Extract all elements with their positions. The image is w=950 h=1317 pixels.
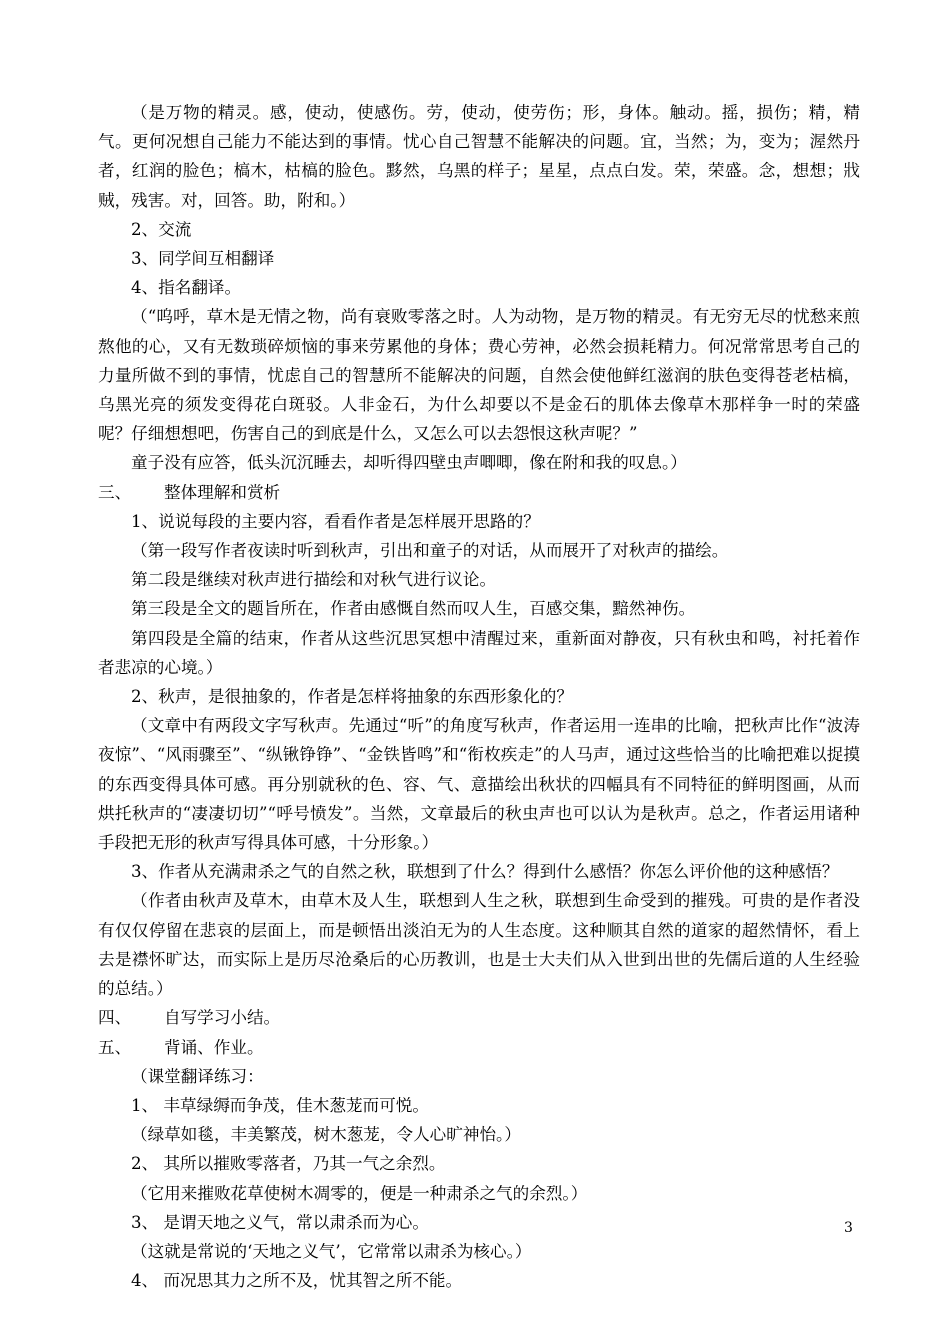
paragraph: 2、交流: [131, 219, 192, 239]
paragraph: 2、秋声，是很抽象的，作者是怎样将抽象的东西形象化的？: [131, 687, 573, 707]
paragraph: 3、同学间互相翻译: [131, 249, 275, 269]
paragraph: 3、 是谓天地之义气，常以肃杀而为心。: [131, 1212, 429, 1232]
page-number: 3: [844, 1220, 853, 1236]
paragraph: （它用来摧败花草使树木凋零的，便是一种肃杀之气的余烈。）: [131, 1183, 588, 1203]
paragraph: 3、作者从充满肃杀之气的自然之秋，联想到了什么？得到什么感悟？你怎么评价他的这种感悟？: [131, 862, 839, 882]
paragraph: （作者由秋声及草木，由草木及人生，联想到人生之秋，联想到生命受到的摧残。可贵的是作者没有仅仅停留在悲哀的层面上，而是顿悟出淡泊无为的人生态度。这种顺其自然的道家的超然情怀，看上去是襟怀旷达，而实际上是历尽沧桑后的心历教训，也是士大夫们从入世到出世的先儒后道的人生经验的总结。）: [98, 891, 860, 999]
section-number: 四、: [98, 1008, 132, 1028]
paragraph: 第四段是全篇的结束，作者从这些沉思冥想中清醒过来，重新面对静夜，只有秋虫和鸣，衬托着作者悲凉的心境。）: [98, 628, 860, 677]
paragraph: 第二段是继续对秋声进行描绘和对秋气进行议论。: [131, 570, 497, 590]
paragraph: （文章中有两段文字写秋声。先通过“听”的角度写秋声，作者运用一连串的比喻，把秋声比作“波涛夜惊”、“风雨骤至”、“纵锹铮铮”、“金铁皆鸣”和“衔枚疾走”的人马声，通过这些恰当的比喻把难以捉摸的东西变得具体可感。再分别就秋的色、容、气、意描绘出秋状的四幅具有不同特征的鲜明图画，从而烘托秋声的“凄凄切切”“呼号愤发”。当然，文章最后的秋虫声也可以认为是秋声。总之，作者运用诸种手段把无形的秋声写得具体可感，十分形象。）: [98, 716, 860, 853]
document-body: [98, 98, 860, 1295]
section-title: 整体理解和赏析: [164, 482, 281, 502]
section-heading: [98, 1003, 860, 1032]
paragraph: 1、说说每段的主要内容，看看作者是怎样展开思路的？: [131, 511, 540, 531]
section-title: 自写学习小结。: [164, 1008, 281, 1028]
section-number: 三、: [98, 482, 132, 502]
paragraph: （“呜呼，草木是无情之物，尚有衰败零落之时。人为动物，是万物的精灵。有无穷无尽的忧愁来煎熬他的心，又有无数琐碎烦恼的事来劳累他的身体；费心劳神，必然会损耗精力。何况常常思考自己的力量所做不到的事情，忧虑自己的智慧所不能解决的问题，自然会使他鲜红滋润的肤色变得苍老枯槁，乌黑光亮的须发变得花白斑驳。人非金石，为什么却要以不是金石的肌体去像草木那样争一时的荣盛呢？仔细想想吧，伤害自己的到底是什么，又怎么可以去怨恨这秋声呢？”: [98, 307, 860, 444]
paragraph: （是万物的精灵。感，使动，使感伤。劳，使动，使劳伤；形，身体。触动。摇，损伤；精，精气。更何况想自己能力不能达到的事情。忧心自己智慧不能解决的问题。宜，当然；为，变为；渥然丹者，红润的脸色；槁木，枯槁的脸色。黟然，乌黑的样子；星星，点点白发。荣，荣盛。念，想想；戕贼，残害。对，回答。助，附和。）: [98, 103, 860, 210]
paragraph: 第三段是全文的题旨所在，作者由感慨自然而叹人生，百感交集，黯然神伤。: [131, 599, 696, 619]
paragraph: 2、 其所以摧败零落者，乃其一气之余烈。: [131, 1154, 446, 1174]
paragraph: 4、 而况思其力之所不及，忧其智之所不能。: [131, 1271, 463, 1291]
paragraph: （第一段写作者夜读时听到秋声，引出和童子的对话，从而展开了对秋声的描绘。: [131, 541, 729, 561]
paragraph: 童子没有应答，低头沉沉睡去，却听得四壁虫声唧唧，像在附和我的叹息。）: [131, 453, 687, 473]
section-heading: [98, 1033, 860, 1062]
section-heading: [98, 478, 860, 507]
section-number: 五、: [98, 1037, 132, 1057]
paragraph: 4、指名翻译。: [131, 278, 242, 298]
section-title: 背诵、作业。: [164, 1037, 264, 1057]
paragraph: （这就是常说的‘天地之义气’，它常常以肃杀为核心。）: [131, 1241, 532, 1261]
paragraph: （课堂翻译练习：: [131, 1066, 264, 1086]
paragraph: （绿草如毯，丰美繁茂，树木葱茏，令人心旷神怡。）: [131, 1125, 521, 1145]
paragraph: 1、 丰草绿缛而争茂，佳木葱茏而可悦。: [131, 1095, 429, 1115]
